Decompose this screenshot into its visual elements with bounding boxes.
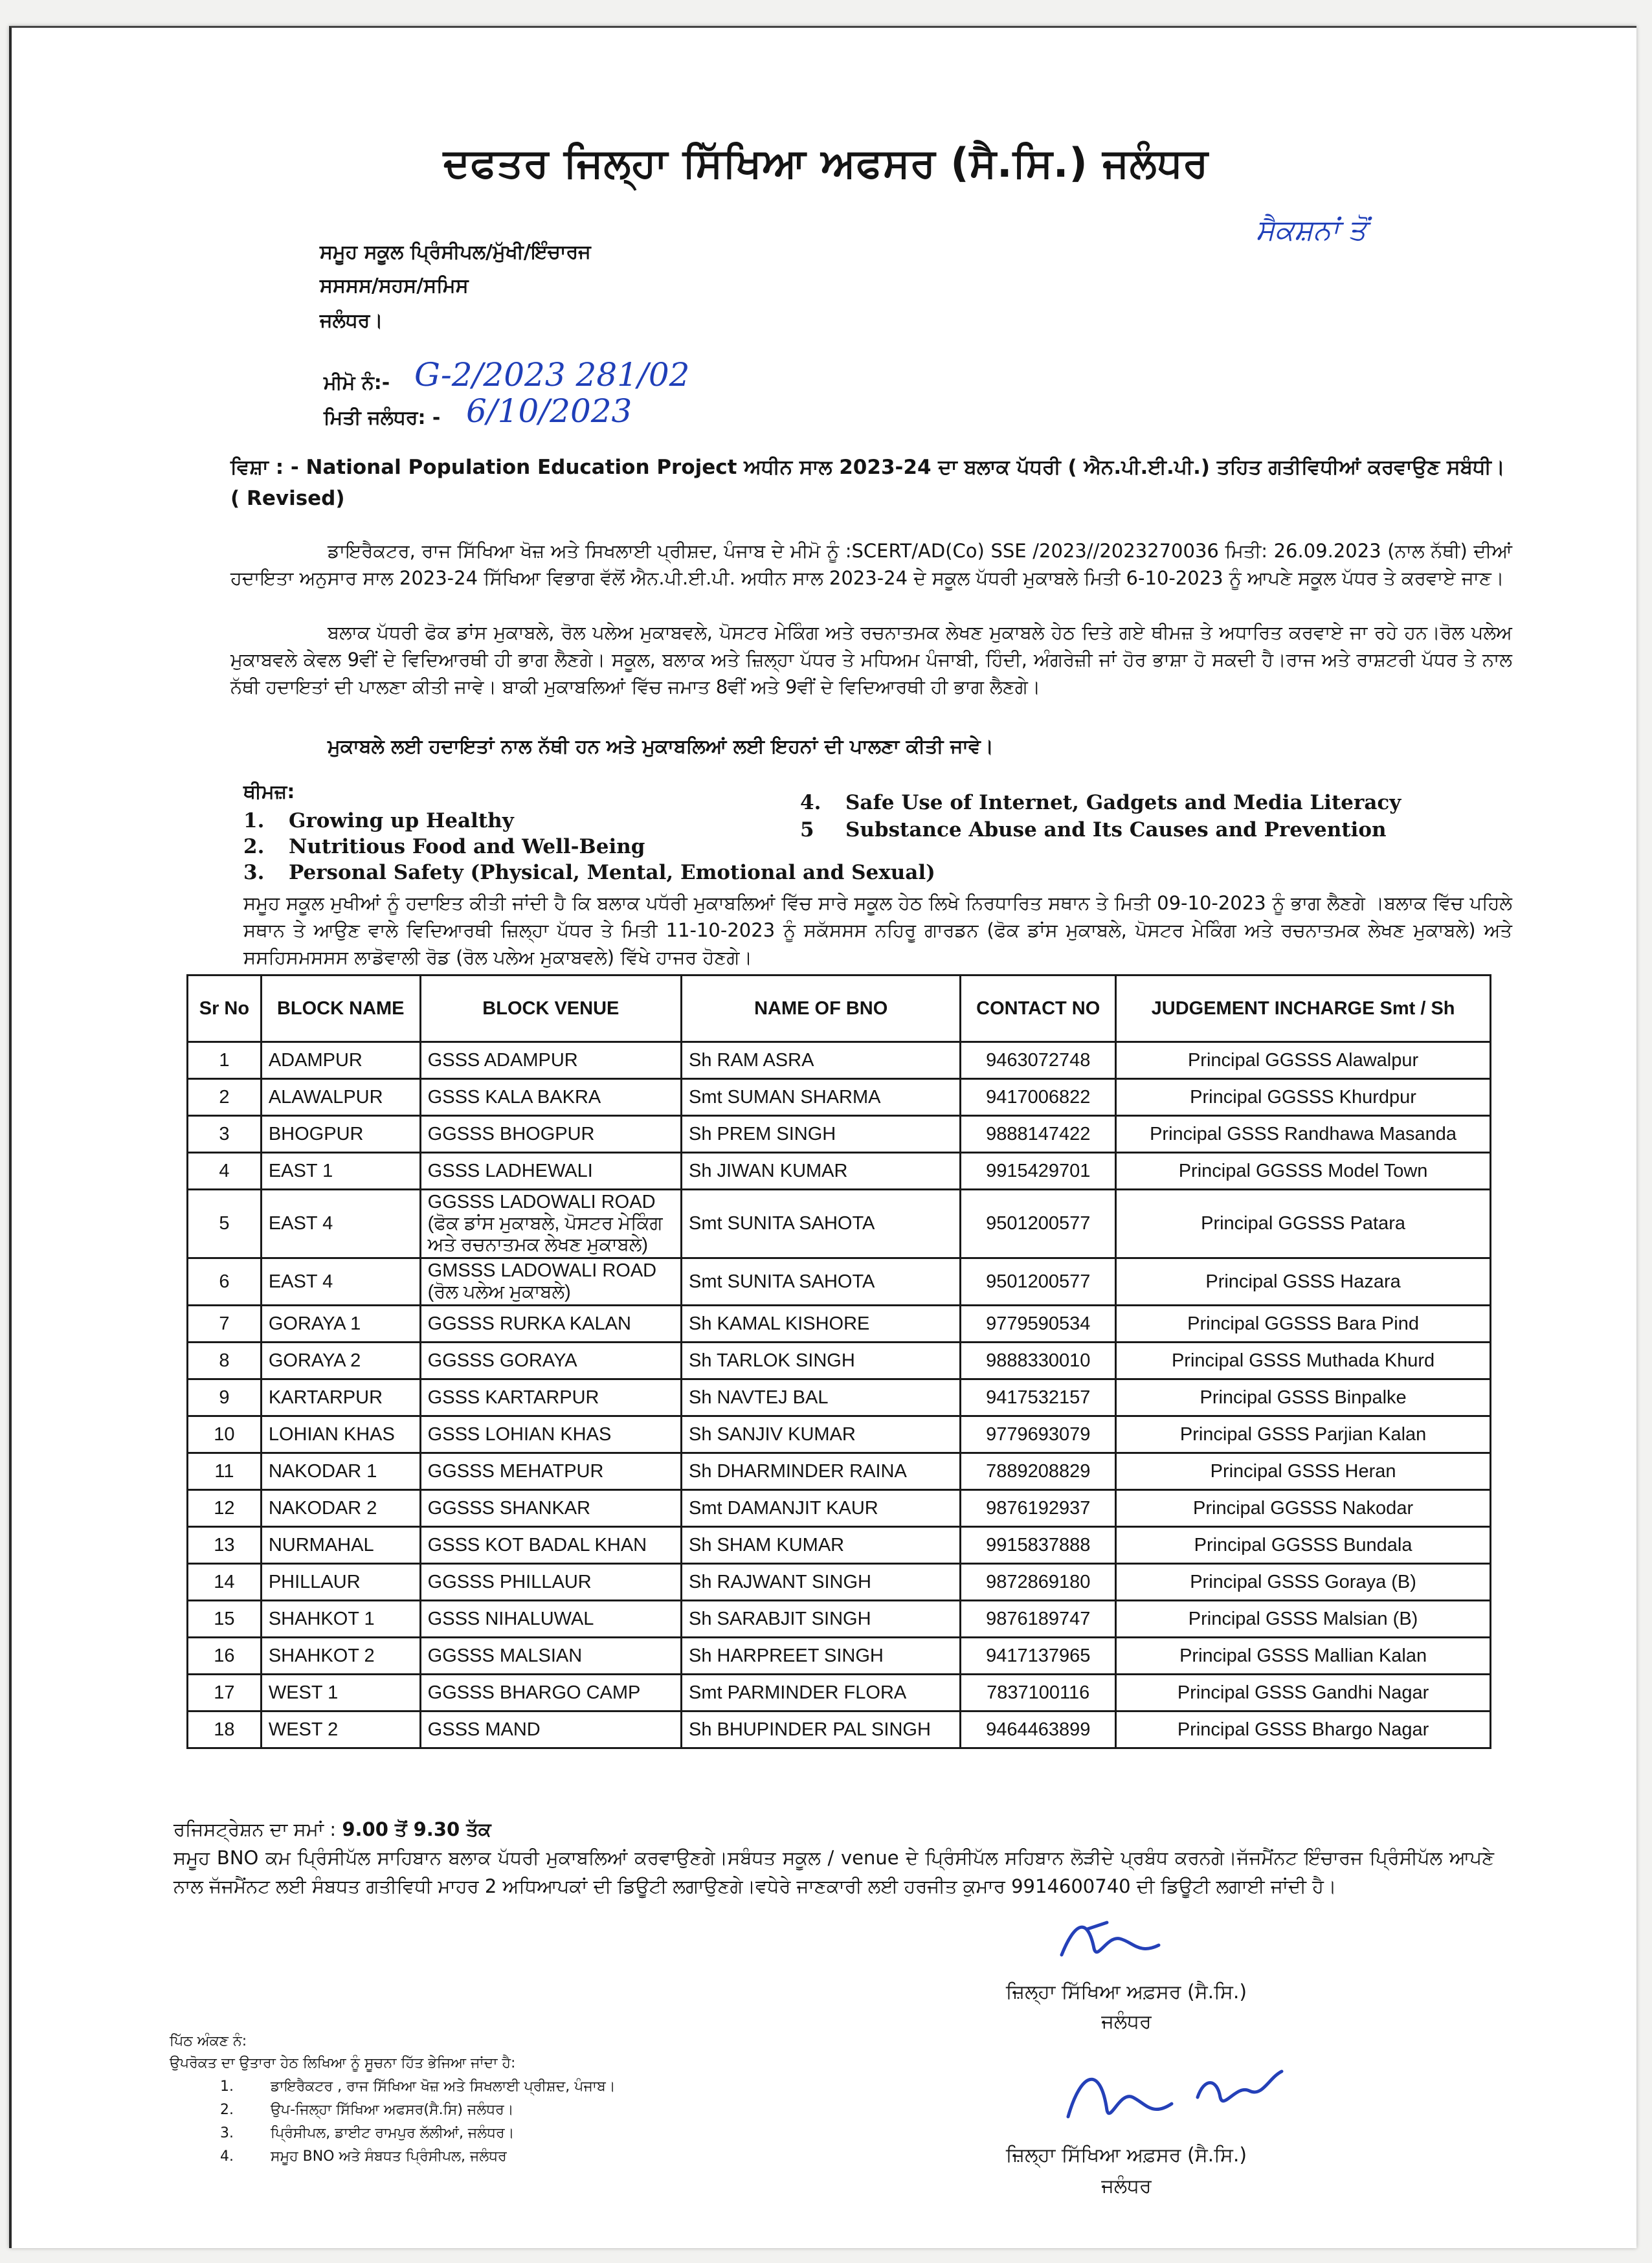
cell-block: LOHIAN KHAS <box>261 1416 420 1453</box>
cell-sr: 1 <box>188 1042 262 1079</box>
cell-venue: GGSSS PHILLAUR <box>420 1564 681 1601</box>
col-header-sr: Sr No <box>188 975 262 1042</box>
table-row <box>188 1116 1491 1153</box>
handwritten-annotation: ਸੈਕਸ਼ਨਾਂ ਤੋਂ <box>1256 214 1367 247</box>
cell-judge: Principal GSSS Bhargo Nagar <box>1116 1711 1491 1748</box>
cell-sr: 5 <box>188 1190 262 1258</box>
cell-venue: GSSS LADHEWALI <box>420 1153 681 1190</box>
endorsement-label: ਪਿੱਠ ਅੰਕਣ ਨੰ: <box>170 2033 247 2049</box>
col-header-venue: BLOCK VENUE <box>420 975 681 1042</box>
cell-venue: GSSS KOT BADAL KHAN <box>420 1527 681 1564</box>
cell-venue: GGSSS SHANKAR <box>420 1490 681 1527</box>
cell-block: NAKODAR 2 <box>261 1490 420 1527</box>
cell-contact: 9501200577 <box>961 1258 1116 1306</box>
cell-block: PHILLAUR <box>261 1564 420 1601</box>
cell-block: WEST 1 <box>261 1675 420 1711</box>
cell-venue: GGSSS MALSIAN <box>420 1638 681 1675</box>
cell-contact: 9417532157 <box>961 1379 1116 1416</box>
cell-venue: GGSSS RURKA KALAN <box>420 1306 681 1343</box>
cell-contact: 9417137965 <box>961 1638 1116 1675</box>
cell-judge: Principal GSSS Goraya (B) <box>1116 1564 1491 1601</box>
cell-venue: GGSSS BHOGPUR <box>420 1116 681 1153</box>
cell-contact: 9876189747 <box>961 1601 1116 1638</box>
cell-contact: 9876192937 <box>961 1490 1116 1527</box>
theme-item: 3. Personal Safety (Physical, Mental, Emotional and Sexual) <box>243 861 935 884</box>
addressee-line-2: ਸਸਸਸ/ਸਹਸ/ਸਮਿਸ <box>320 274 469 297</box>
cell-contact: 9872869180 <box>961 1564 1116 1601</box>
cell-venue: GSSS NIHALUWAL <box>420 1601 681 1638</box>
subject-english: National Population Education Project <box>306 456 737 479</box>
table-row <box>188 1153 1491 1190</box>
cell-venue: GSSS LOHIAN KHAS <box>420 1416 681 1453</box>
col-header-block: BLOCK NAME <box>261 975 420 1042</box>
office-title: ਦਫਤਰ ਜਿਲ੍ਹਾ ਸਿੱਖਿਆ ਅਫਸਰ (ਸੈ.ਸਿ.) ਜਲੰਧਰ <box>443 139 1209 186</box>
addressee-line-3: ਜਲੰਧਰ। <box>320 309 383 332</box>
table-row <box>188 1453 1491 1490</box>
signatory-title-2: ਜ਼ਿਲ੍ਹਾ ਸਿੱਖਿਆ ਅਫ਼ਸਰ (ਸੈ.ਸਿ.) <box>1005 2144 1247 2167</box>
cell-block: SHAHKOT 2 <box>261 1638 420 1675</box>
memo-number: G-2/2023 281/02 <box>414 356 690 394</box>
theme-item: 1. Growing up Healthy <box>243 809 514 832</box>
cell-judge: Principal GSSS Gandhi Nagar <box>1116 1675 1491 1711</box>
table-row <box>188 1490 1491 1527</box>
signatory-title-1: ਜ਼ਿਲ੍ਹਾ ਸਿੱਖਿਆ ਅਫ਼ਸਰ (ਸੈ.ਸਿ.) <box>1005 1981 1247 2003</box>
cell-judge: Principal GSSS Binpalke <box>1116 1379 1491 1416</box>
endorsement-item: 4. ਸਮੂਹ BNO ਅਤੇ ਸੰਬਧਤ ਪ੍ਰਿੰਸੀਪਲ, ਜਲੰਧਰ <box>220 2148 507 2165</box>
cell-venue: GMSSS LADOWALI ROAD (ਰੋਲ ਪਲੇਅ ਮੁਕਾਬਲੇ) <box>420 1258 681 1306</box>
cell-contact: 9888147422 <box>961 1116 1116 1153</box>
cell-sr: 11 <box>188 1453 262 1490</box>
cell-judge: Principal GGSSS Khurdpur <box>1116 1079 1491 1116</box>
cell-contact: 9888330010 <box>961 1343 1116 1379</box>
cell-contact: 7837100116 <box>961 1675 1116 1711</box>
subject-prefix: ਵਿਸ਼ਾ : - <box>230 456 299 479</box>
cell-bno: Smt SUNITA SAHOTA <box>682 1258 961 1306</box>
body-paragraph-1: ਡਾਇਰੈਕਟਰ, ਰਾਜ ਸਿੱਖਿਆ ਖੋਜ਼ ਅਤੇ ਸਿਖਲਾਈ ਪ੍ਰੀਸ਼ਦ, ਪੰਜਾਬ ਦੇ ਮੀਮੋ ਨੂੰ :SCERT/AD(Co) SSE /2023//2023270036 ਮਿਤੀ: 26.09.2023 (ਨਾਲ ਨੱਥੀ) ਦੀਆਂ ਹਦਾਇਤਾ ਅਨੁਸਾਰ ਸਾਲ 2023-24 ਸਿੱਖਿਆ ਵਿਭਾਗ ਵੱਲੋਂ ਐਨ.ਪੀ.ਈ.ਪੀ. ਅਧੀਨ ਸਾਲ 2023-24 ਦੇ ਸਕੂਲ ਪੱਧਰੀ ਮੁਕਾਬਲੇ ਮਿਤੀ 6-10-2023 ਨੂੰ ਆਪਣੇ ਸਕੂਲ ਪੱਧਰ ਤੇ ਕਰਵਾਏ ਜਾਣ। <box>230 540 1512 589</box>
theme-item: 4. Safe Use of Internet, Gadgets and Media Literacy <box>800 791 1401 814</box>
cell-sr: 13 <box>188 1527 262 1564</box>
cell-judge: Principal GGSSS Alawalpur <box>1116 1042 1491 1079</box>
cell-judge: Principal GSSS Hazara <box>1116 1258 1491 1306</box>
theme-item: 5 Substance Abuse and Its Causes and Prevention <box>800 818 1387 842</box>
cell-judge: Principal GGSSS Model Town <box>1116 1153 1491 1190</box>
endorsement-item: 2. ਉਪ-ਜਿਲ੍ਹਾ ਸਿੱਖਿਆ ਅਫਸਰ(ਸੈ.ਸਿ) ਜਲੰਧਰ। <box>220 2102 514 2118</box>
block-venue-table <box>186 974 1491 1749</box>
table-row <box>188 1306 1491 1343</box>
cell-block: NAKODAR 1 <box>261 1453 420 1490</box>
table-row <box>188 1416 1491 1453</box>
cell-block: KARTARPUR <box>261 1379 420 1416</box>
cell-judge: Principal GSSS Randhawa Masanda <box>1116 1116 1491 1153</box>
cell-bno: Sh RAJWANT SINGH <box>682 1564 961 1601</box>
cell-sr: 2 <box>188 1079 262 1116</box>
cell-venue: GGSSS MEHATPUR <box>420 1453 681 1490</box>
body-paragraph-2: ਬਲਾਕ ਪੱਧਰੀ ਫੋਕ ਡਾਂਸ ਮੁਕਾਬਲੇ, ਰੋਲ ਪਲੇਅ ਮੁਕਾਬਵਲੇ, ਪੋਸਟਰ ਮੇਕਿੰਗ ਅਤੇ ਰਚਨਾਤਮਕ ਲੇਖਣ ਮੁਕਾਬਲੇ ਹੇਠ ਦਿਤੇ ਗਏ ਥੀਮਜ਼ ਤੇ ਅਧਾਰਿਤ ਕਰਵਾਏ ਜਾ ਰਹੇ ਹਨ।ਰੋਲ ਪਲੇਅ ਮੁਕਾਬਵਲੇ ਕੇਵਲ 9ਵੀਂ ਦੇ ਵਿਦਿਆਰਥੀ ਹੀ ਭਾਗ ਲੈਣਗੇ। ਸਕੂਲ, ਬਲਾਕ ਅਤੇ ਜ਼ਿਲ੍ਹਾ ਪੱਧਰ ਤੇ ਮਧਿਅਮ ਪੰਜਾਬੀ, ਹਿੰਦੀ, ਅੰਗਰੇਜ਼ੀ ਜਾਂ ਹੋਰ ਭਾਸ਼ਾ ਹੋ ਸਕਦੀ ਹੈ।ਰਾਜ ਅਤੇ ਰਾਸ਼ਟਰੀ ਪੱਧਰ ਤੇ ਨਾਲ ਨੱਥੀ ਹਦਾਇਤਾਂ ਦੀ ਪਾਲਣਾ ਕੀਤੀ ਜਾਵੇ। ਬਾਕੀ ਮੁਕਾਬਲਿਆਂ ਵਿੱਚ ਜਮਾਤ 8ਵੀਂ ਅਤੇ 9ਵੀਂ ਦੇ ਵਿਦਿਆਰਥੀ ਹੀ ਭਾਗ ਲੈਣਗੇ। <box>230 621 1512 698</box>
subject <box>230 452 1512 514</box>
cell-sr: 12 <box>188 1490 262 1527</box>
instructions-note: ਮੁਕਾਬਲੇ ਲਈ ਹਦਾਇਤਾਂ ਨਾਲ ਨੱਥੀ ਹਨ ਅਤੇ ਮੁਕਾਬਲਿਆਂ ਲਈ ਇਹਨਾਂ ਦੀ ਪਾਲਣਾ ਕੀਤੀ ਜਾਵੇ। <box>328 735 994 758</box>
endorsement-intro: ਉਪਰੋਕਤ ਦਾ ਉਤਾਰਾ ਹੇਠ ਲਿਖਿਆ ਨੂੰ ਸੂਚਨਾ ਹਿੱਤ ਭੇਜਿਆ ਜਾਂਦਾ ਹੈ: <box>170 2055 516 2071</box>
cell-bno: Smt SUMAN SHARMA <box>682 1079 961 1116</box>
cell-sr: 14 <box>188 1564 262 1601</box>
cell-contact: 9779590534 <box>961 1306 1116 1343</box>
cell-judge: Principal GSSS Heran <box>1116 1453 1491 1490</box>
cell-venue: GSSS KARTARPUR <box>420 1379 681 1416</box>
cell-contact: 9464463899 <box>961 1711 1116 1748</box>
cell-bno: Sh PREM SINGH <box>682 1116 961 1153</box>
cell-judge: Principal GGSSS Bundala <box>1116 1527 1491 1564</box>
cell-bno: Sh JIWAN KUMAR <box>682 1153 961 1190</box>
cell-bno: Sh BHUPINDER PAL SINGH <box>682 1711 961 1748</box>
cell-bno: Smt SUNITA SAHOTA <box>682 1190 961 1258</box>
table-row <box>188 1379 1491 1416</box>
cell-contact: 7889208829 <box>961 1453 1116 1490</box>
cell-judge: Principal GSSS Malsian (B) <box>1116 1601 1491 1638</box>
cell-sr: 15 <box>188 1601 262 1638</box>
cell-sr: 7 <box>188 1306 262 1343</box>
cell-sr: 18 <box>188 1711 262 1748</box>
cell-sr: 9 <box>188 1379 262 1416</box>
table-row <box>188 1042 1491 1079</box>
memo-date: 6/10/2023 <box>466 392 632 430</box>
cell-sr: 17 <box>188 1675 262 1711</box>
table-row <box>188 1711 1491 1748</box>
cell-bno: Sh KAMAL KISHORE <box>682 1306 961 1343</box>
table-row <box>188 1527 1491 1564</box>
registration-line <box>173 1815 1494 1844</box>
table-row <box>188 1564 1491 1601</box>
cell-block: SHAHKOT 1 <box>261 1601 420 1638</box>
registration-time: 9.00 ਤੋਂ 9.30 ਤੱਕ <box>342 1818 491 1840</box>
table-row <box>188 1638 1491 1675</box>
cell-block: WEST 2 <box>261 1711 420 1748</box>
cell-block: NURMAHAL <box>261 1527 420 1564</box>
cell-bno: Sh SARABJIT SINGH <box>682 1601 961 1638</box>
cell-contact: 9779693079 <box>961 1416 1116 1453</box>
table-row <box>188 1079 1491 1116</box>
table-row <box>188 1258 1491 1306</box>
cell-judge: Principal GSSS Muthada Khurd <box>1116 1343 1491 1379</box>
col-header-judge: JUDGEMENT INCHARGE Smt / Sh <box>1116 975 1491 1042</box>
venue-paragraph: ਸਮੂਹ ਸਕੂਲ ਮੁਖੀਆਂ ਨੂੰ ਹਦਾਇਤ ਕੀਤੀ ਜਾਂਦੀ ਹੈ ਕਿ ਬਲਾਕ ਪਧੱਰੀ ਮੁਕਾਬਲਿਆਂ ਵਿੱਚ ਸਾਰੇ ਸਕੂਲ ਹੇਠ ਲਿਖੇ ਨਿਰਧਾਰਿਤ ਸਥਾਨ ਤੇ ਮਿਤੀ 09-10-2023 ਨੂੰ ਭਾਗ ਲੈਣਗੇ ।ਬਲਾਕ ਵਿੱਚ ਪਹਿਲੇ ਸਥਾਨ ਤੇ ਆਉਣ ਵਾਲੇ ਵਿਦਿਆਰਥੀ ਜ਼ਿਲ੍ਹਾ ਪੱਧਰ ਤੇ ਮਿਤੀ 11-10-2023 ਨੂੰ ਸਕੱਸਸਸ ਨਹਿਰੂ ਗਾਰਡਨ (ਫੋਕ ਡਾਂਸ ਮੁਕਾਬਲੇ, ਪੋਸਟਰ ਮੇਕਿੰਗ ਅਤੇ ਰਚਨਾਤਮਕ ਲੇਖਣ ਮੁਕਾਬਲੇ) ਅਤੇ ਸਸਹਿਸਮਸਸਸ ਲਾਡੋਵਾਲੀ ਰੋਡ (ਰੋਲ ਪਲੇਅ ਮੁਕਾਬਵਲੇ) ਵਿੱਖੇ ਹਾਜਰ ਹੋਣਗੇ। <box>243 892 1512 968</box>
cell-judge: Principal GGSSS Patara <box>1116 1190 1491 1258</box>
cell-bno: Sh SANJIV KUMAR <box>682 1416 961 1453</box>
table-row <box>188 1675 1491 1711</box>
table-body <box>188 1042 1491 1748</box>
cell-contact: 9501200577 <box>961 1190 1116 1258</box>
signature-1 <box>1049 1910 1204 1968</box>
cell-venue: GSSS MAND <box>420 1711 681 1748</box>
cell-sr: 3 <box>188 1116 262 1153</box>
table-row <box>188 1343 1491 1379</box>
cell-venue: GGSSS LADOWALI ROAD (ਫੋਕ ਡਾਂਸ ਮੁਕਾਬਲੇ, ਪੋਸਟਰ ਮੇਕਿੰਗ ਅਤੇ ਰਚਨਾਤਮਕ ਲੇਖਣ ਮੁਕਾਬਲੇ) <box>420 1190 681 1258</box>
date-label: ਮਿਤੀ ਜਲੰਧਰ: - <box>324 407 441 429</box>
cell-bno: Smt PARMINDER FLORA <box>682 1675 961 1711</box>
cell-contact: 9915837888 <box>961 1527 1116 1564</box>
cell-venue: GSSS KALA BAKRA <box>420 1079 681 1116</box>
cell-bno: Sh TARLOK SINGH <box>682 1343 961 1379</box>
cell-judge: Principal GSSS Parjian Kalan <box>1116 1416 1491 1453</box>
cell-bno: Sh HARPREET SINGH <box>682 1638 961 1675</box>
cell-venue: GSSS ADAMPUR <box>420 1042 681 1079</box>
cell-bno: Sh SHAM KUMAR <box>682 1527 961 1564</box>
endorsement-item: 1. ਡਾਇਰੈਕਟਰ , ਰਾਜ ਸਿੱਖਿਆ ਖੋਜ਼ ਅਤੇ ਸਿਖਲਾਈ ਪ੍ਰੀਸ਼ਦ, ਪੰਜਾਬ। <box>220 2079 616 2095</box>
cell-sr: 6 <box>188 1258 262 1306</box>
cell-sr: 8 <box>188 1343 262 1379</box>
signatory-place-1: ਜਲੰਧਰ <box>1101 2011 1152 2033</box>
col-header-contact: CONTACT NO <box>961 975 1116 1042</box>
subject-rest: ਅਧੀਨ ਸਾਲ 2023-24 ਦਾ ਬਲਾਕ ਪੱਧਰੀ ( ਐਨ.ਪੀ.ਈ.ਪੀ.) ਤਹਿਤ ਗਤੀਵਿਧੀਆਂ ਕਰਵਾਉਣ ਸਬੰਧੀ। ( Revised) <box>230 456 1505 510</box>
addressee-line-1: ਸਮੂਹ ਸਕੂਲ ਪ੍ਰਿੰਸੀਪਲ/ਮੁੱਖੀ/ਇੰਚਾਰਜ <box>320 241 591 263</box>
cell-block: EAST 1 <box>261 1153 420 1190</box>
signatory-place-2: ਜਲੰਧਰ <box>1101 2175 1152 2198</box>
registration-label: ਰਜਿਸਟ੍ਰੇਸ਼ਨ ਦਾ ਸਮਾਂ : <box>173 1818 337 1840</box>
cell-block: BHOGPUR <box>261 1116 420 1153</box>
cell-judge: Principal GSSS Mallian Kalan <box>1116 1638 1491 1675</box>
cell-bno: Sh NAVTEJ BAL <box>682 1379 961 1416</box>
closing-paragraph: ਸਮੂਹ BNO ਕਮ ਪ੍ਰਿੰਸੀਪੱਲ ਸਾਹਿਬਾਨ ਬਲਾਕ ਪੱਧਰੀ ਮੁਕਾਬਲਿਆਂ ਕਰਵਾਉਣਗੇ।ਸਬੰਧਤ ਸਕੂਲ / venue ਦੇ ਪ੍ਰਿੰਸੀਪੱਲ ਸਹਿਬਾਨ ਲੋੜੀਦੇ ਪ੍ਰਬੰਧ ਕਰਨਗੇ।ਜੱਜਮੈਂਨਟ ਇੰਚਾਰਜ ਪ੍ਰਿੰਸੀਪੱਲ ਆਪਣੇ ਨਾਲ ਜੱਜਮੈਂਨਟ ਲਈ ਸੰਬਧਤ ਗਤੀਵਿਧੀ ਮਾਹਰ 2 ਅਧਿਆਪਕਾਂ ਦੀ ਡਿਊਟੀ ਲਗਾਉਣਗੇ।ਵਧੇਰੇ ਜਾਣਕਾਰੀ ਲਈ ਹਰਜੀਤ ਕੁਮਾਰ 9914600740 ਦੀ ਡਿਊਟੀ ਲਗਾਈ ਜਾਂਦੀ ਹੈ। <box>173 1847 1494 1897</box>
cell-sr: 4 <box>188 1153 262 1190</box>
cell-contact: 9417006822 <box>961 1079 1116 1116</box>
signature-2 <box>1055 2058 1301 2130</box>
cell-bno: Sh RAM ASRA <box>682 1042 961 1079</box>
cell-block: EAST 4 <box>261 1190 420 1258</box>
themes-heading: ਥੀਮਜ਼: <box>243 781 295 803</box>
memo-label: ਮੀਮੋ ਨੰ:- <box>324 372 390 394</box>
cell-block: ALAWALPUR <box>261 1079 420 1116</box>
table-header-row <box>188 975 1491 1042</box>
theme-item: 2. Nutritious Food and Well-Being <box>243 835 645 858</box>
cell-block: GORAYA 1 <box>261 1306 420 1343</box>
table-row <box>188 1190 1491 1258</box>
cell-judge: Principal GGSSS Bara Pind <box>1116 1306 1491 1343</box>
cell-contact: 9915429701 <box>961 1153 1116 1190</box>
cell-judge: Principal GGSSS Nakodar <box>1116 1490 1491 1527</box>
cell-block: GORAYA 2 <box>261 1343 420 1379</box>
col-header-bno: NAME OF BNO <box>682 975 961 1042</box>
endorsement-item: 3. ਪ੍ਰਿੰਸੀਪਲ, ਡਾਈਟ ਰਾਮਪੁਰ ਲੱਲੀਆਂ, ਜਲੰਧਰ। <box>220 2125 515 2141</box>
cell-sr: 16 <box>188 1638 262 1675</box>
cell-sr: 10 <box>188 1416 262 1453</box>
cell-block: EAST 4 <box>261 1258 420 1306</box>
cell-bno: Sh DHARMINDER RAINA <box>682 1453 961 1490</box>
cell-contact: 9463072748 <box>961 1042 1116 1079</box>
cell-bno: Smt DAMANJIT KAUR <box>682 1490 961 1527</box>
cell-venue: GGSSS BHARGO CAMP <box>420 1675 681 1711</box>
cell-block: ADAMPUR <box>261 1042 420 1079</box>
cell-venue: GGSSS GORAYA <box>420 1343 681 1379</box>
table-row <box>188 1601 1491 1638</box>
